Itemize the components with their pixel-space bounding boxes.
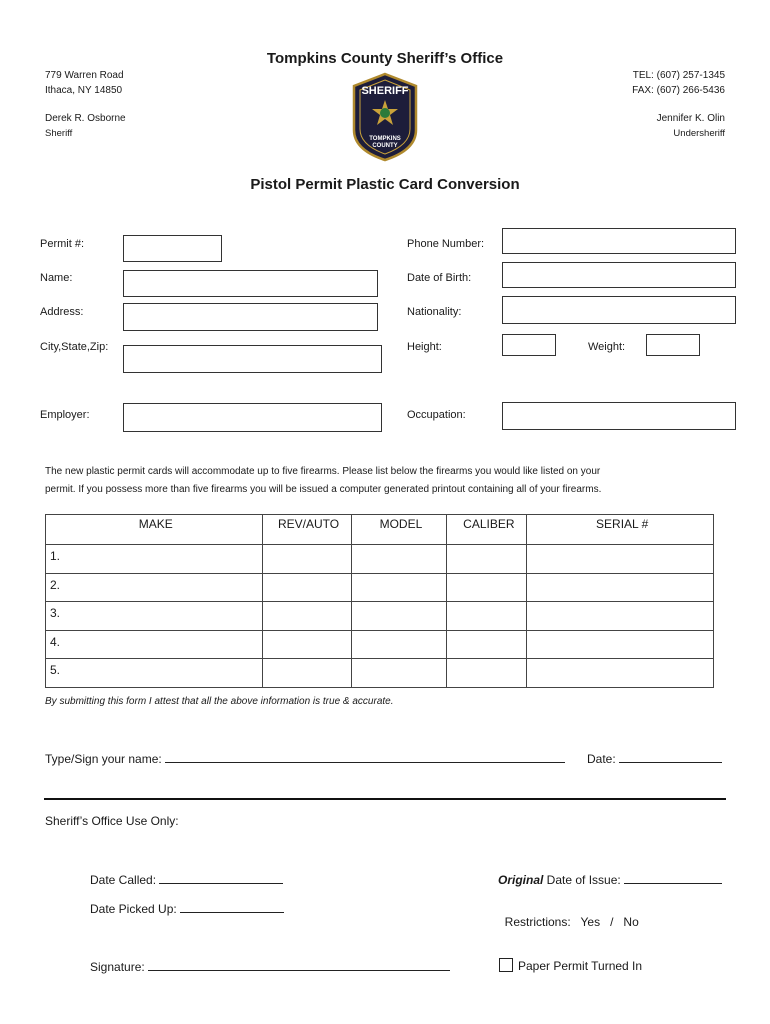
permit-input[interactable]: [123, 235, 222, 262]
fax: FAX: (607) 266-5436: [632, 85, 725, 96]
badge-bottom-text-2: COUNTY: [372, 143, 398, 149]
height-label: Height:: [407, 341, 442, 353]
sheriff-title: Sheriff: [45, 128, 73, 139]
date-called-row: [90, 872, 283, 887]
type-sign-label: Type/Sign your name:: [45, 752, 162, 766]
form-title: Pistol Permit Plastic Card Conversion: [250, 176, 520, 193]
table-cell[interactable]: [447, 545, 527, 574]
table-cell[interactable]: [351, 545, 447, 574]
table-cell[interactable]: [527, 573, 714, 602]
phone-input[interactable]: [502, 228, 736, 254]
undersheriff-name: Jennifer K. Olin: [656, 113, 725, 124]
header-make: MAKE: [46, 515, 263, 545]
attestation-text: By submitting this form I attest that all the above information is true & accurate.: [45, 696, 394, 707]
table-cell[interactable]: [351, 630, 447, 659]
signature-line[interactable]: [148, 959, 450, 971]
section-divider: [44, 798, 726, 800]
table-row: [46, 545, 714, 574]
date-row: [587, 751, 722, 766]
date-called-line[interactable]: [159, 872, 283, 884]
table-cell[interactable]: [262, 545, 351, 574]
name-input[interactable]: [123, 270, 378, 297]
address-label: Address:: [40, 306, 84, 318]
table-header-row: [46, 515, 714, 545]
weight-input[interactable]: [646, 334, 700, 356]
table-row: [46, 602, 714, 631]
signature-label: Signature:: [90, 960, 145, 974]
address-line-2: Ithaca, NY 14850: [45, 85, 123, 96]
employer-input[interactable]: [123, 403, 382, 432]
row-number[interactable]: 2.: [46, 573, 263, 602]
table-cell[interactable]: [527, 545, 714, 574]
restrictions-row: [498, 901, 639, 929]
paper-permit-checkbox[interactable]: [499, 958, 513, 972]
table-cell[interactable]: [447, 659, 527, 688]
table-cell[interactable]: [262, 659, 351, 688]
signature-row: [90, 959, 450, 974]
table-cell[interactable]: [262, 602, 351, 631]
table-cell[interactable]: [447, 573, 527, 602]
sheriff-name: Derek R. Osborne: [45, 113, 126, 124]
telephone: TEL: (607) 257-1345: [632, 70, 725, 81]
firearms-table: [45, 514, 714, 688]
date-picked-up-label: Date Picked Up:: [90, 902, 177, 916]
table-cell[interactable]: [351, 573, 447, 602]
phone-label: Phone Number:: [407, 238, 485, 250]
date-line[interactable]: [619, 751, 722, 763]
weight-label: Weight:: [588, 341, 626, 353]
header-model: MODEL: [351, 515, 447, 545]
table-cell[interactable]: [527, 630, 714, 659]
table-cell[interactable]: [447, 602, 527, 631]
nationality-label: Nationality:: [407, 306, 462, 318]
instructions-line-2: permit. If you possess more than five firearms you will be issued a computer generated printout containing all of your firearms.: [45, 484, 602, 495]
dob-input[interactable]: [502, 262, 736, 288]
employer-label: Employer:: [40, 409, 90, 421]
row-number[interactable]: 1.: [46, 545, 263, 574]
sheriff-badge-icon: [350, 72, 420, 162]
restrictions-yes-no[interactable]: Yes / No: [580, 915, 639, 929]
table-cell[interactable]: [527, 602, 714, 631]
permit-label: Permit #:: [40, 238, 85, 250]
dob-label: Date of Birth:: [407, 272, 472, 284]
undersheriff-title: Undersheriff: [673, 128, 725, 139]
table-cell[interactable]: [262, 630, 351, 659]
table-row: [46, 630, 714, 659]
original-word: Original: [498, 873, 544, 887]
height-input[interactable]: [502, 334, 556, 356]
table-cell[interactable]: [262, 573, 351, 602]
date-label: Date:: [587, 752, 616, 766]
table-cell[interactable]: [447, 630, 527, 659]
name-label: Name:: [40, 272, 73, 284]
date-of-issue-label: Date of Issue:: [543, 873, 621, 887]
type-sign-line[interactable]: [165, 751, 565, 763]
row-number[interactable]: 4.: [46, 630, 263, 659]
table-cell[interactable]: [527, 659, 714, 688]
header-serial: SERIAL #: [527, 515, 714, 545]
occupation-label: Occupation:: [407, 409, 466, 421]
header-caliber: CALIBER: [447, 515, 527, 545]
row-number[interactable]: 3.: [46, 602, 263, 631]
address-line-1: 779 Warren Road: [45, 70, 124, 81]
city-state-zip-input[interactable]: [123, 345, 382, 373]
office-use-heading: Sheriff’s Office Use Only:: [45, 814, 179, 828]
date-picked-up-row: [90, 901, 284, 916]
badge-top-text: SHERIFF: [361, 85, 409, 97]
restrictions-label: Restrictions:: [504, 915, 571, 929]
nationality-input[interactable]: [502, 296, 736, 324]
date-called-label: Date Called:: [90, 873, 157, 887]
date-of-issue-line[interactable]: [624, 872, 722, 884]
address-input[interactable]: [123, 303, 378, 331]
header-rev-auto: REV/AUTO: [262, 515, 351, 545]
row-number[interactable]: 5.: [46, 659, 263, 688]
table-row: [46, 659, 714, 688]
office-title: Tompkins County Sheriff’s Office: [266, 50, 504, 67]
table-cell[interactable]: [351, 659, 447, 688]
type-sign-row: [45, 751, 565, 766]
occupation-input[interactable]: [502, 402, 736, 430]
city-state-zip-label: City,State,Zip:: [40, 341, 109, 353]
table-row: [46, 573, 714, 602]
date-of-issue-row: [498, 872, 722, 887]
instructions-line-1: The new plastic permit cards will accommodate up to five firearms. Please list below the firearms you would like listed on your: [45, 466, 601, 477]
badge-bottom-text-1: TOMPKINS: [369, 136, 401, 142]
table-cell[interactable]: [351, 602, 447, 631]
date-picked-up-line[interactable]: [180, 901, 284, 913]
paper-permit-label: Paper Permit Turned In: [518, 959, 643, 973]
